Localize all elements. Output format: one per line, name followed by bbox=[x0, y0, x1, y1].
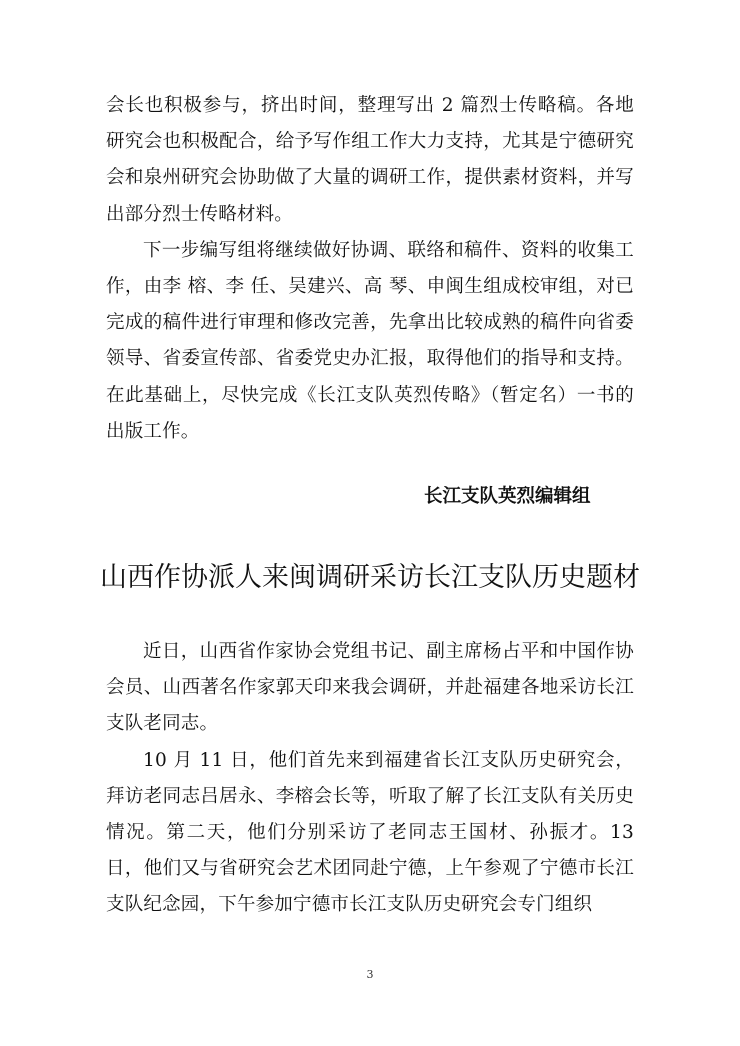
article-body bbox=[106, 634, 634, 924]
signature: 长江支队英烈编辑组 bbox=[424, 486, 591, 507]
continued-paragraph: 会长也积极参与，挤出时间，整理写出 2 篇烈士传略稿。各地研究会也积极配合，给予写作组工作大力支持，尤其是宁德研究会和泉州研究会协助做了大量的调研工作，提供素材资料，并写出部分烈士传略材料。 bbox=[106, 95, 634, 225]
article-paragraph: 10 月 11 日，他们首先来到福建省长江支队历史研究会，拜访老同志吕居永、李榕会长等，听取了解了长江支队有关历史情况。第二天，他们分别采访了老同志王国材、孙振才。13 日，他们又与省研究会艺术团同赴宁德，上午参观了宁德市长江支队纪念园，下午参加宁德市长江支队历史研究会专门组织 bbox=[106, 749, 634, 916]
article-paragraph: 近日，山西省作家协会党组书记、副主席杨占平和中国作协会员、山西著名作家郭天印来我会调研，并赴福建各地采访长江支队老同志。 bbox=[106, 641, 634, 735]
article-title: 山西作协派人来闽调研采访长江支队历史题材 bbox=[100, 562, 640, 593]
page-number: 3 bbox=[366, 968, 374, 981]
next-step-paragraph: 下一步编写组将继续做好协调、联络和稿件、资料的收集工作，由李 榕、李 任、吴建兴、高 琴、申闽生组成校审组，对已完成的稿件进行审理和修改完善，先拿出比较成熟的稿件向省委领导、省委宣传部、省委党史办汇报，取得他们的指导和支持。在此基础上，尽快完成《长江支队英烈传略》（暂定名）一书的出版工作。 bbox=[106, 239, 634, 442]
report-body bbox=[106, 88, 634, 450]
